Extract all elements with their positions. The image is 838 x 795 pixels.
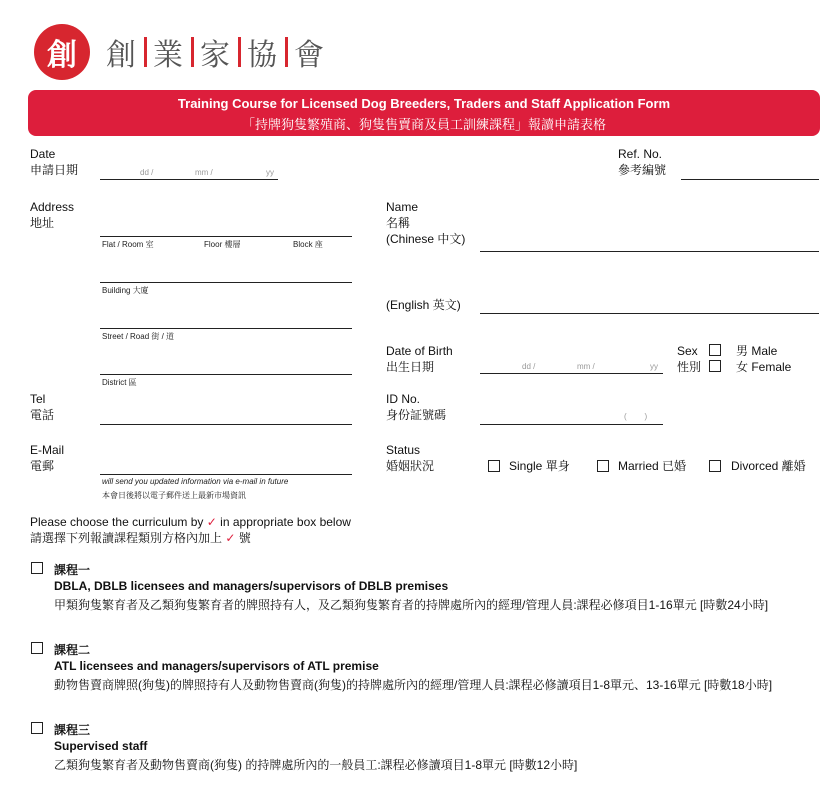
- course-1-desc: 甲類狗隻繁育者及乙類狗隻繁育者的牌照持有人，及乙類狗隻繁育者的持牌處所內的經理/管理人員:課程必修項目1-16單元 [時數24小時]: [54, 598, 769, 612]
- instructions-en-pre: Please choose the curriculum by: [30, 515, 204, 529]
- address-label: [30, 199, 74, 231]
- tel-field[interactable]: [100, 424, 352, 425]
- id-label-zh: 身份証號碼: [386, 408, 447, 422]
- id-check-digit-hint: ( ): [624, 412, 648, 421]
- form-title-en: Training Course for Licensed Dog Breeders, Traders and Staff Application Form: [177, 96, 671, 111]
- logo-char: 家: [200, 38, 232, 73]
- date-field[interactable]: [100, 179, 278, 180]
- name-label-zh: 名稱: [386, 216, 411, 230]
- address-line-1-field[interactable]: [100, 236, 352, 237]
- logo-char: 創: [106, 38, 138, 73]
- email-label-en: E-Mail: [30, 443, 65, 457]
- status-label-zh: 婚姻狀況: [386, 459, 435, 473]
- course-2-title: ATL licensees and managers/supervisors of ATL premise: [54, 659, 379, 673]
- divorced-checkbox[interactable]: [709, 460, 721, 472]
- single-checkbox[interactable]: [488, 460, 500, 472]
- name-label: [386, 199, 465, 247]
- instructions-zh-post: 號: [238, 531, 251, 545]
- block-hint: Block 座: [293, 240, 323, 249]
- male-label: 男 Male: [736, 344, 778, 358]
- dob-label-zh: 出生日期: [386, 360, 435, 374]
- logo-char: 協: [247, 38, 279, 73]
- street-hint: Street / Road 街 / 道: [102, 332, 175, 341]
- date-yy-hint: yy: [266, 168, 274, 177]
- address-label-en: Address: [30, 200, 75, 214]
- ref-label: [618, 146, 666, 178]
- course-2-label: 課程二: [54, 643, 91, 657]
- married-label: Married 已婚: [618, 459, 687, 473]
- email-field[interactable]: [100, 474, 352, 475]
- male-checkbox[interactable]: [709, 344, 721, 356]
- email-note-en: will send you updated information via e-mail in future: [102, 477, 289, 486]
- date-label: [30, 146, 78, 178]
- course-1-title: DBLA, DBLB licensees and managers/supervisors of DBLB premises: [54, 579, 449, 593]
- date-mm-hint: mm /: [195, 168, 213, 177]
- logo-mark: 創: [34, 24, 90, 80]
- course-1-checkbox[interactable]: [31, 562, 43, 574]
- id-label-en: ID No.: [386, 392, 421, 406]
- id-label: [386, 391, 446, 423]
- date-label-en: Date: [30, 147, 56, 161]
- address-label-zh: 地址: [30, 216, 55, 230]
- name-chinese-field[interactable]: [480, 251, 819, 252]
- instructions-en: [30, 514, 351, 530]
- tel-label: [30, 391, 54, 423]
- ref-label-zh: 參考編號: [618, 163, 667, 177]
- tel-label-zh: 電話: [30, 408, 55, 422]
- dob-dd-hint: dd /: [522, 362, 536, 371]
- tick-icon: ✓: [225, 531, 236, 545]
- dob-label-en: Date of Birth: [386, 344, 453, 358]
- sex-label-en: Sex: [677, 344, 698, 358]
- sex-label: [677, 343, 701, 375]
- logo-char: 會: [294, 38, 326, 73]
- dob-yy-hint: yy: [650, 362, 658, 371]
- instructions-en-post: in appropriate box below: [220, 515, 351, 529]
- email-label: [30, 442, 64, 474]
- logo-char: 業: [153, 38, 185, 73]
- floor-hint: Floor 樓層: [204, 240, 241, 249]
- instructions-zh: [30, 530, 351, 546]
- district-hint: District 區: [102, 378, 137, 387]
- logo-wordmark: [100, 30, 332, 74]
- course-3-label: 課程三: [54, 723, 91, 737]
- dob-label: [386, 343, 453, 375]
- form-title-zh: 「持牌狗隻繁殖商、狗隻售賣商及員工訓練課程」報讀申請表格: [241, 117, 606, 132]
- address-line-4-field[interactable]: [100, 374, 352, 375]
- email-label-zh: 電郵: [30, 459, 55, 473]
- date-dd-hint: dd /: [140, 168, 154, 177]
- ref-field[interactable]: [681, 179, 819, 180]
- status-label-en: Status: [386, 443, 421, 457]
- email-note-zh: 本會日後將以電子郵件送上最新市場資訊: [102, 491, 246, 500]
- married-checkbox[interactable]: [597, 460, 609, 472]
- name-label-en: Name: [386, 200, 419, 214]
- course-2-checkbox[interactable]: [31, 642, 43, 654]
- course-3-checkbox[interactable]: [31, 722, 43, 734]
- sex-label-zh: 性別: [677, 360, 702, 374]
- ref-label-en: Ref. No.: [618, 147, 663, 161]
- dob-field[interactable]: [480, 373, 663, 374]
- status-label: [386, 442, 434, 474]
- name-english-label: (English 英文): [386, 298, 461, 312]
- address-line-3-field[interactable]: [100, 328, 352, 329]
- tel-label-en: Tel: [30, 392, 46, 406]
- course-2-desc: 動物售賣商牌照(狗隻)的牌照持有人及動物售賣商(狗隻)的持牌處所內的經理/管理人員:課程必修讀項目1-8單元、13-16單元 [時數18小時]: [54, 678, 773, 692]
- instructions-zh-pre: 請選擇下列報讀課程類別方格內加上: [30, 531, 223, 545]
- flat-hint: Flat / Room 室: [102, 240, 154, 249]
- instructions: [30, 514, 351, 546]
- single-label: Single 單身: [509, 459, 570, 473]
- name-chinese-label: (Chinese 中文): [386, 232, 466, 246]
- dob-mm-hint: mm /: [577, 362, 595, 371]
- female-label: 女 Female: [736, 360, 792, 374]
- id-field[interactable]: [480, 424, 663, 425]
- divorced-label: Divorced 離婚: [731, 459, 806, 473]
- address-line-2-field[interactable]: [100, 282, 352, 283]
- tick-icon: ✓: [206, 515, 217, 529]
- building-hint: Building 大廈: [102, 286, 149, 295]
- course-3-title: Supervised staff: [54, 739, 148, 753]
- course-1-label: 課程一: [54, 563, 91, 577]
- title-banner: [28, 90, 820, 136]
- female-checkbox[interactable]: [709, 360, 721, 372]
- course-3-desc: 乙類狗隻繁育者及動物售賣商(狗隻) 的持牌處所內的一般員工:課程必修讀項目1-8單元 [時數12小時]: [54, 758, 578, 772]
- name-english-field[interactable]: [480, 313, 819, 314]
- date-label-zh: 申請日期: [30, 163, 79, 177]
